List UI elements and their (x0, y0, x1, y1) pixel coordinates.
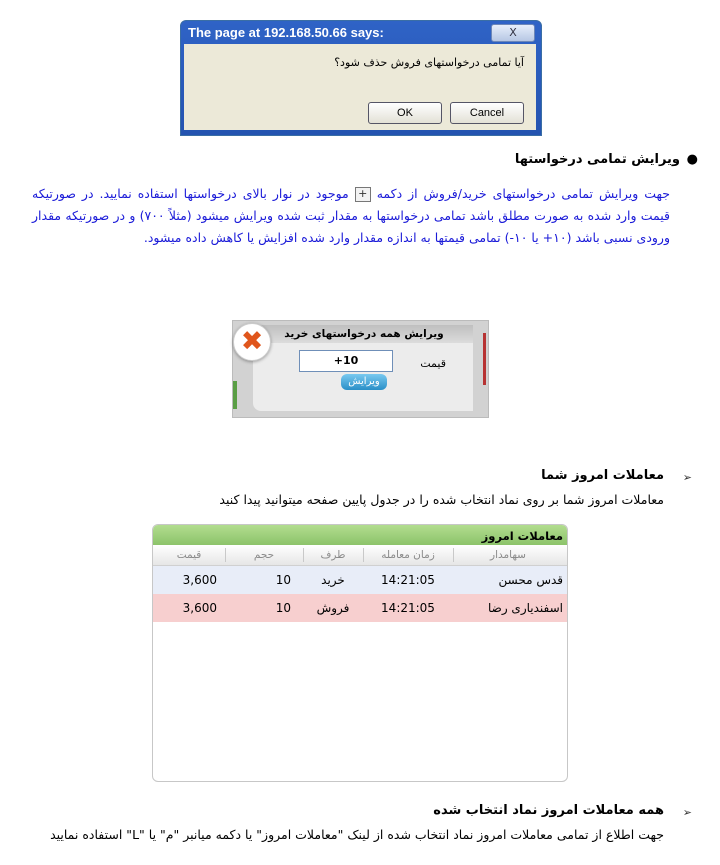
dialog-title: The page at 192.168.50.66 says: (188, 25, 384, 40)
section-heading-all-trades: همه معاملات امروز نماد انتخاب شده (433, 803, 664, 818)
section-heading-edit: ویرایش تمامی درخواستها (514, 152, 680, 167)
col-time[interactable]: زمان معامله (381, 549, 435, 561)
edit-panel-title: ویرایش همه درخواستهای خرید (255, 325, 473, 343)
dialog-body (184, 44, 536, 130)
cell-side: خرید (321, 573, 345, 587)
cancel-button[interactable]: Cancel (450, 102, 524, 124)
dialog-message: آیا تمامی درخواستهای فروش حذف شود؟ (334, 56, 524, 69)
edit-button[interactable]: ویرایش (341, 374, 387, 390)
cell-volume: 10 (275, 601, 291, 615)
trades-table (152, 524, 568, 782)
col-holder[interactable]: سهامدار (490, 549, 526, 561)
table-header (153, 545, 567, 566)
col-divider (303, 548, 304, 562)
cell-time: 14:21:05 (381, 573, 435, 587)
edit-description-part1: جهت ویرایش تمامی درخواستهای خرید/فروش از دکمه (376, 186, 670, 201)
bullet-icon: ● (686, 152, 698, 167)
price-input[interactable]: +10 (299, 350, 393, 372)
panel-edge-red (483, 333, 486, 385)
panel-edge-green (233, 381, 237, 409)
cell-price: 3,600 (182, 573, 217, 587)
close-panel-button[interactable] (233, 323, 271, 361)
table-row[interactable] (153, 566, 567, 594)
col-divider (225, 548, 226, 562)
cell-volume: 10 (275, 573, 291, 587)
arrow-bullet-icon: ➢ (682, 471, 692, 484)
all-trades-description: جهت اطلاع از تمامی معاملات امروز نماد انتخاب شده از لینک "معاملات امروز" یا دکمه میانبر "م" یا "L" استفاده نمایید (50, 827, 664, 842)
col-divider (363, 548, 364, 562)
col-volume[interactable]: حجم (253, 549, 275, 561)
col-divider (453, 548, 454, 562)
edit-all-panel (232, 320, 489, 418)
trades-description: معاملات امروز شما بر روی نماد انتخاب شده را در جدول پایین صفحه میتوانید پیدا کنید (219, 492, 664, 507)
close-icon: ✖ (240, 326, 264, 357)
cell-time: 14:21:05 (381, 601, 435, 615)
cell-holder: اسفندیاری رضا (487, 601, 563, 615)
cell-side: فروش (316, 601, 350, 615)
cell-holder: قدس محسن (498, 573, 563, 587)
col-price[interactable]: قیمت (176, 549, 202, 561)
dialog-close-button[interactable]: X (491, 24, 535, 42)
table-title: معاملات امروز (153, 525, 567, 545)
price-label: قیمت (420, 357, 446, 370)
cell-price: 3,600 (182, 601, 217, 615)
alert-dialog (180, 20, 542, 136)
table-row[interactable] (153, 594, 567, 622)
section-heading-trades: معاملات امروز شما (541, 468, 664, 483)
edit-description (32, 183, 670, 249)
ok-button[interactable]: OK (368, 102, 442, 124)
edit-description-part2: موجود در نوار بالای درخواستها استفاده نمایید. در صورتیکه قیمت وارد شده به صورت مطلق باشد تمامی درخواستها به مقدار ثبت شده ویرایش میشود (مثلاً ۷۰۰) و در صورتیکه مقدار ورودی نسبی باشد (۱۰+ یا ۱۰-) تمامی قیمتها به اندازه مقدار وارد شده افزایش یا کاهش داده میشود. (32, 186, 670, 245)
plus-box-icon: + (355, 187, 371, 202)
arrow-bullet-icon: ➢ (682, 806, 692, 819)
col-side[interactable]: طرف (320, 549, 346, 561)
